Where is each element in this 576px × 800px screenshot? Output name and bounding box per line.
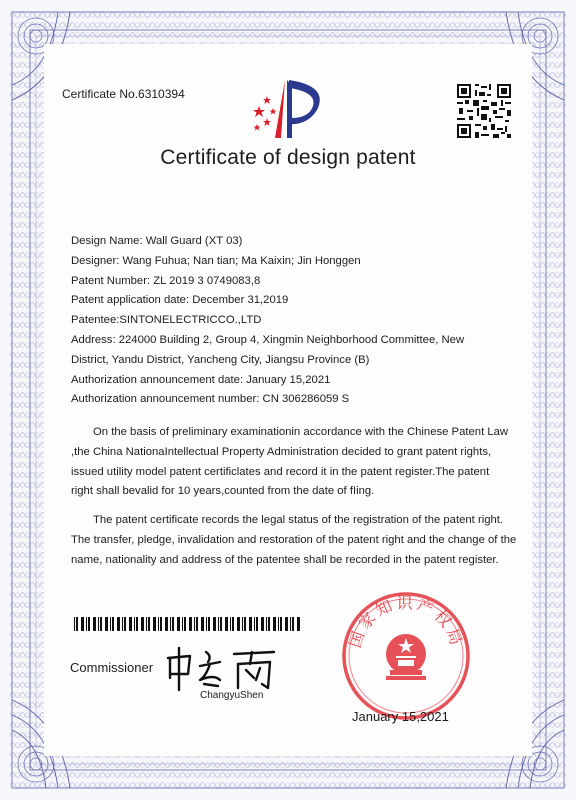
designer: Designer: Wang Fuhua; Nan tian; Ma Kaixin; Jin Honggen — [71, 254, 361, 267]
legal-line-2: The transfer, pledge, invalidation and restoration of the patent right and the change of the — [71, 533, 517, 546]
commissioner-label: Commissioner — [70, 660, 154, 675]
legal-status-paragraph — [71, 511, 517, 570]
design-name: Design Name: Wall Guard (XT 03) — [71, 235, 243, 247]
official-seal — [340, 590, 472, 722]
legal-line-3: name, nationality and address of the patentee shall be recorded in the patent register. — [71, 553, 499, 566]
grant-line-2: ,the China NationaIntellectual Property Administration decided to grant patent rights, — [71, 445, 492, 458]
grant-line-3: issued utility model patent certificlates and record it in the patent register.The patent — [71, 465, 490, 478]
authorization-number: Authorization announcement number: CN 306286059 S — [71, 393, 350, 406]
legal-line-1: The patent certificate records the legal status of the registration of the patent right. — [93, 514, 504, 526]
certificate-title: Certificate of design patent — [160, 146, 416, 169]
issue-date: January 15,2021 — [352, 709, 449, 724]
address-line-1: Address: 224000 Building 2, Group 4, Xingmin Neighborhood Committee, New — [71, 333, 465, 346]
seal-text: 国家知识产权局 — [345, 593, 467, 651]
commissioner-signature — [162, 644, 282, 692]
grant-paragraph — [71, 423, 511, 502]
grant-line-1: On the basis of preliminary examinationin accordance with the Chinese Patent Law — [93, 426, 509, 438]
patent-office-logo — [245, 76, 331, 142]
authorization-date: Authorization announcement date: January 15,2021 — [71, 373, 331, 386]
certificate-number: Certificate No.6310394 — [62, 87, 185, 101]
commissioner-name: ChangyuShen — [200, 690, 264, 701]
patent-details — [71, 232, 511, 410]
grant-line-4: right shall bevalid for 10 years,counted from the date of fIing. — [71, 485, 375, 498]
qr-code — [457, 84, 511, 138]
patent-number: Patent Number: ZL 2019 3 0749083,8 — [71, 274, 261, 287]
patentee: Patentee:SINTONELECTRICCO.,LTD — [71, 314, 262, 327]
barcode — [74, 617, 300, 631]
address-line-2: District, Yandu District, Yancheng City, Jiangsu Province (B) — [71, 353, 370, 366]
application-date: Patent application date: December 31,2019 — [71, 294, 289, 307]
